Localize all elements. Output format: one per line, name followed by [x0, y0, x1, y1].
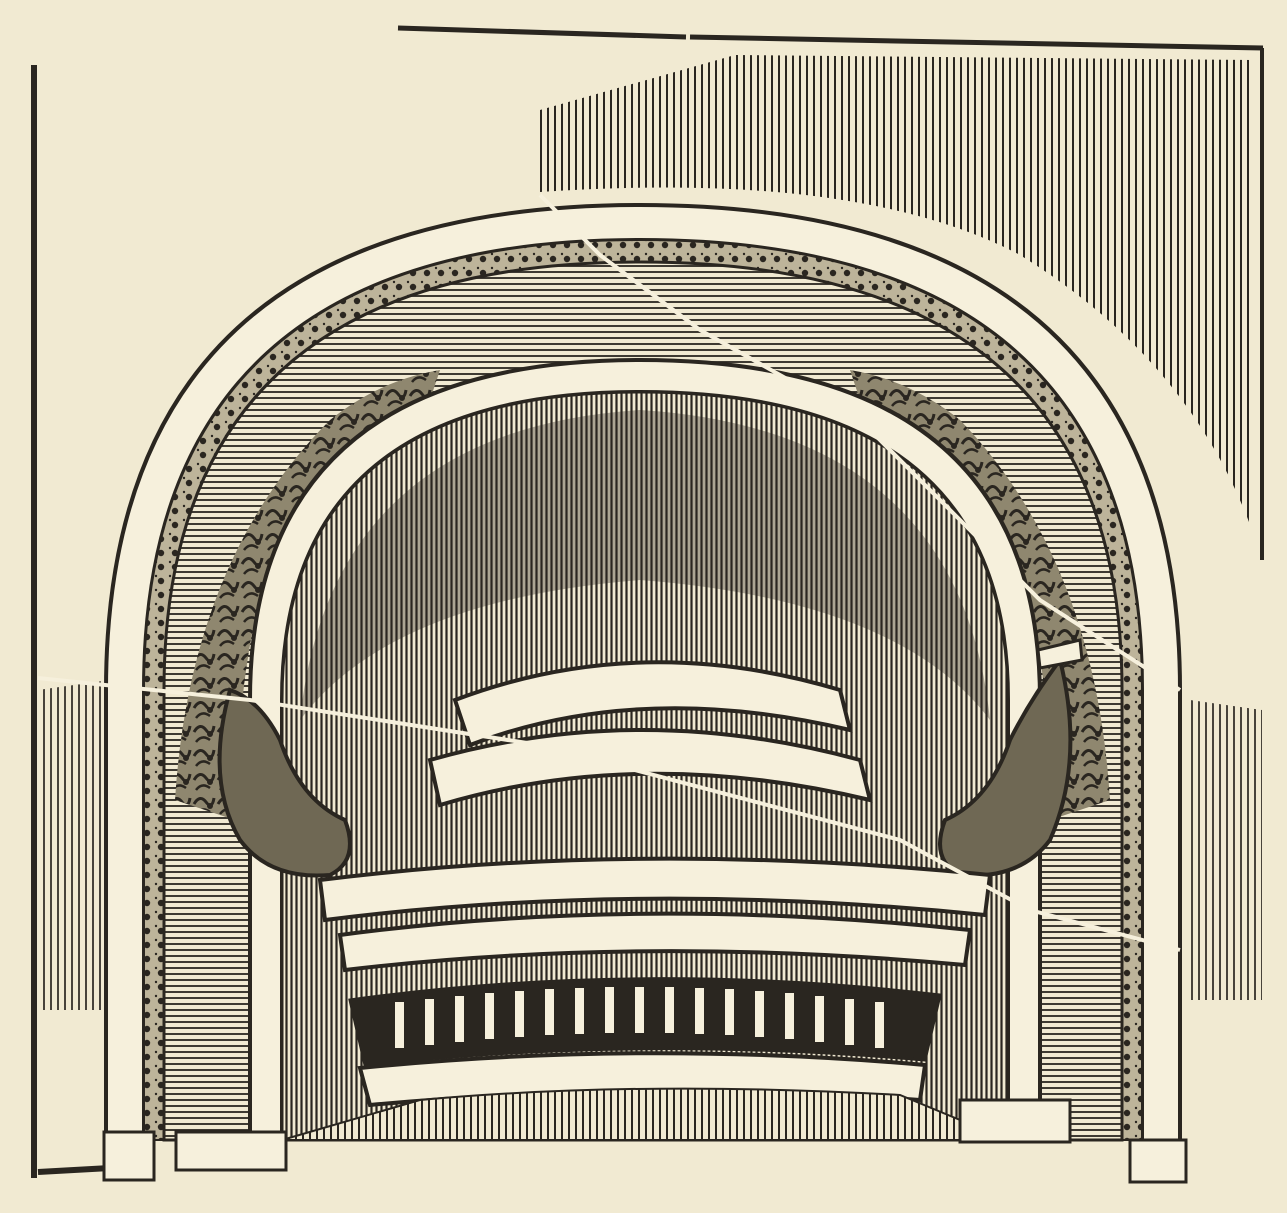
right-wall-hatching	[1190, 700, 1262, 1000]
left-wall-hatching	[38, 680, 110, 1010]
